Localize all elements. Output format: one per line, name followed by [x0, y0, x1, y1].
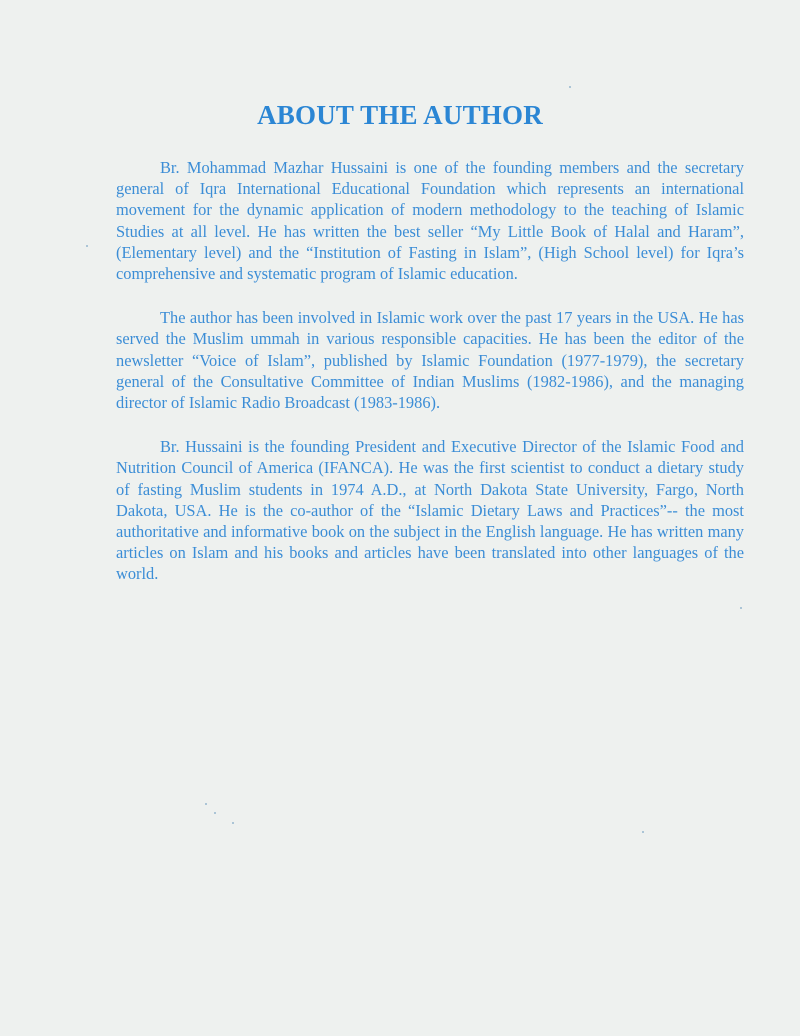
scan-speck [214, 812, 216, 814]
page-title: ABOUT THE AUTHOR [257, 100, 543, 130]
scan-speck [232, 822, 234, 824]
scan-speck [642, 831, 644, 833]
scan-speck [86, 245, 88, 247]
scan-speck [569, 86, 571, 88]
document-body [116, 157, 744, 585]
paragraph-3: Br. Hussaini is the founding President and Executive Director of the Islamic Food and Nutrition Council of America (IFANCA). He was the first scientist to conduct a dietary study of fasting Muslim students in 1974 A.D., at North Dakota State University, Fargo, North Dakota, USA. He is the co-author of the “Islamic Dietary Laws and Practices”-- the most authoritative and informative book on the subject in the English language. He has written many articles on Islam and his books and articles have been translated into other languages of the world. [116, 437, 744, 584]
paragraph-1: Br. Mohammad Mazhar Hussaini is one of the founding members and the secretary general of Iqra International Educational Foundation which represents an international movement for the dynamic application of modern methodology to the teaching of Islamic Studies at all level. He has written the best seller “My Little Book of Halal and Haram”, (Elementary level) and the “Institution of Fasting in Islam”, (High School level) for Iqra’s comprehensive and systematic program of Islamic education. [116, 158, 744, 284]
paragraph-2: The author has been involved in Islamic work over the past 17 years in the USA. He has served the Muslim ummah in various responsible capacities. He has been the editor of the newsletter “Voice of Islam”, published by Islamic Foundation (1977-1979), the secretary general of the Consultative Committee of Indian Muslims (1982-1986), and the managing director of Islamic Radio Broadcast (1983-1986). [116, 308, 744, 413]
scan-speck [740, 607, 742, 609]
scan-speck [205, 803, 207, 805]
